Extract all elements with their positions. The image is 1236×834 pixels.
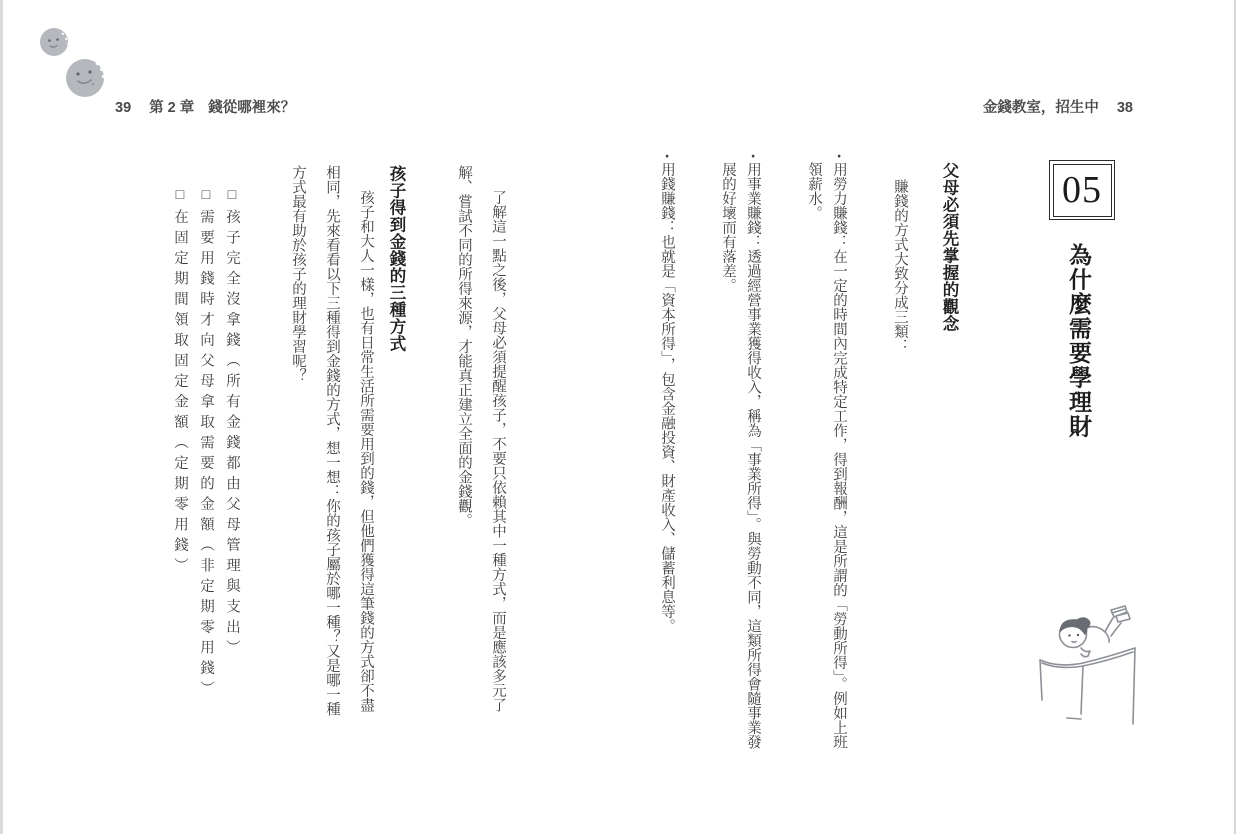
- running-head-left: [115, 96, 295, 117]
- child-reading-book-illustration: [1033, 596, 1143, 730]
- checkbox-icon: □: [198, 187, 214, 209]
- checklist-text: 需要用錢時才向父母拿取需要的金額（非定期零用錢）: [198, 209, 214, 701]
- bullet-item-business: [715, 154, 801, 762]
- checklist-text: 孩子完全沒拿錢（所有金錢都由父母管理與支出）: [224, 209, 240, 660]
- section-heading-three-ways: 孩子得到金錢的三種方式: [387, 165, 405, 352]
- lesson-number-box: [1049, 160, 1115, 220]
- book-title: 金錢教室，招生中: [982, 100, 1099, 116]
- checklist-text: 在固定期間領取固定金額（定期零用錢）: [172, 209, 188, 578]
- coins-icon: [29, 18, 123, 104]
- smiling-coins-illustration: [29, 18, 123, 104]
- bullet-item-labor: [801, 154, 887, 762]
- paragraph-understand: 了解這一點之後，父母必須提醒孩子，不要只依賴其中一種方式，而是應該多元了解、嘗試不同的所得來源，才能真正建立全面的金錢觀。: [456, 165, 506, 712]
- bullet-icon: •: [832, 154, 846, 159]
- checklist-item-fixed: [167, 165, 193, 725]
- checklist-item-no-money: [219, 165, 245, 725]
- lesson-title: 為什麼需要學理財: [1066, 243, 1091, 439]
- checklist-item-on-demand: [193, 165, 219, 725]
- checkbox-icon: □: [224, 187, 240, 209]
- bullet-icon: •: [746, 154, 760, 159]
- right-page-body: [659, 154, 960, 762]
- bullet-icon: •: [660, 154, 674, 159]
- child-reading-book-icon: [1033, 596, 1143, 730]
- allowance-checklist: [167, 165, 245, 725]
- chapter-title: 錢從哪裡來？: [208, 100, 296, 116]
- paragraph-children: 孩子和大人一樣，也有日常生活所需要用到的錢，但他們獲得這筆錢的方式卻不盡相同，先來看看以下三種得到金錢的方式，想一想：你的孩子屬於哪一種？又是哪一種方式最有助於孩子的理財學習呢？: [290, 165, 374, 716]
- chapter-label: 第 2 章: [149, 100, 195, 116]
- left-page-body: [143, 165, 515, 725]
- bullet-item-capital: [654, 154, 715, 762]
- lesson-number: 05: [1053, 164, 1112, 217]
- bullet-text: 用勞力賺錢：在一定的時間內完成特定工作，得到報酬，這是所謂的「勞動所得」。例如上班領薪水。: [806, 162, 847, 750]
- running-head-right: [983, 96, 1133, 117]
- bullet-text: 用事業賺錢：透過經營事業獲得收入，稱為「事業所得」。與勞動不同，這類所得會隨事業發展的好壞而有落差。: [720, 162, 761, 750]
- bullet-text: 用錢賺錢：也就是「資本所得」，包含金融投資、財產收入、儲蓄利息等。: [659, 162, 675, 634]
- checkbox-icon: □: [172, 187, 188, 209]
- left-page-number: 39: [115, 100, 132, 116]
- intro-paragraph: 賺錢的方式大致分成三類：: [892, 179, 908, 353]
- section-heading-parents: 父母必須先掌握的觀念: [940, 162, 958, 332]
- right-page-number: 38: [1116, 100, 1133, 116]
